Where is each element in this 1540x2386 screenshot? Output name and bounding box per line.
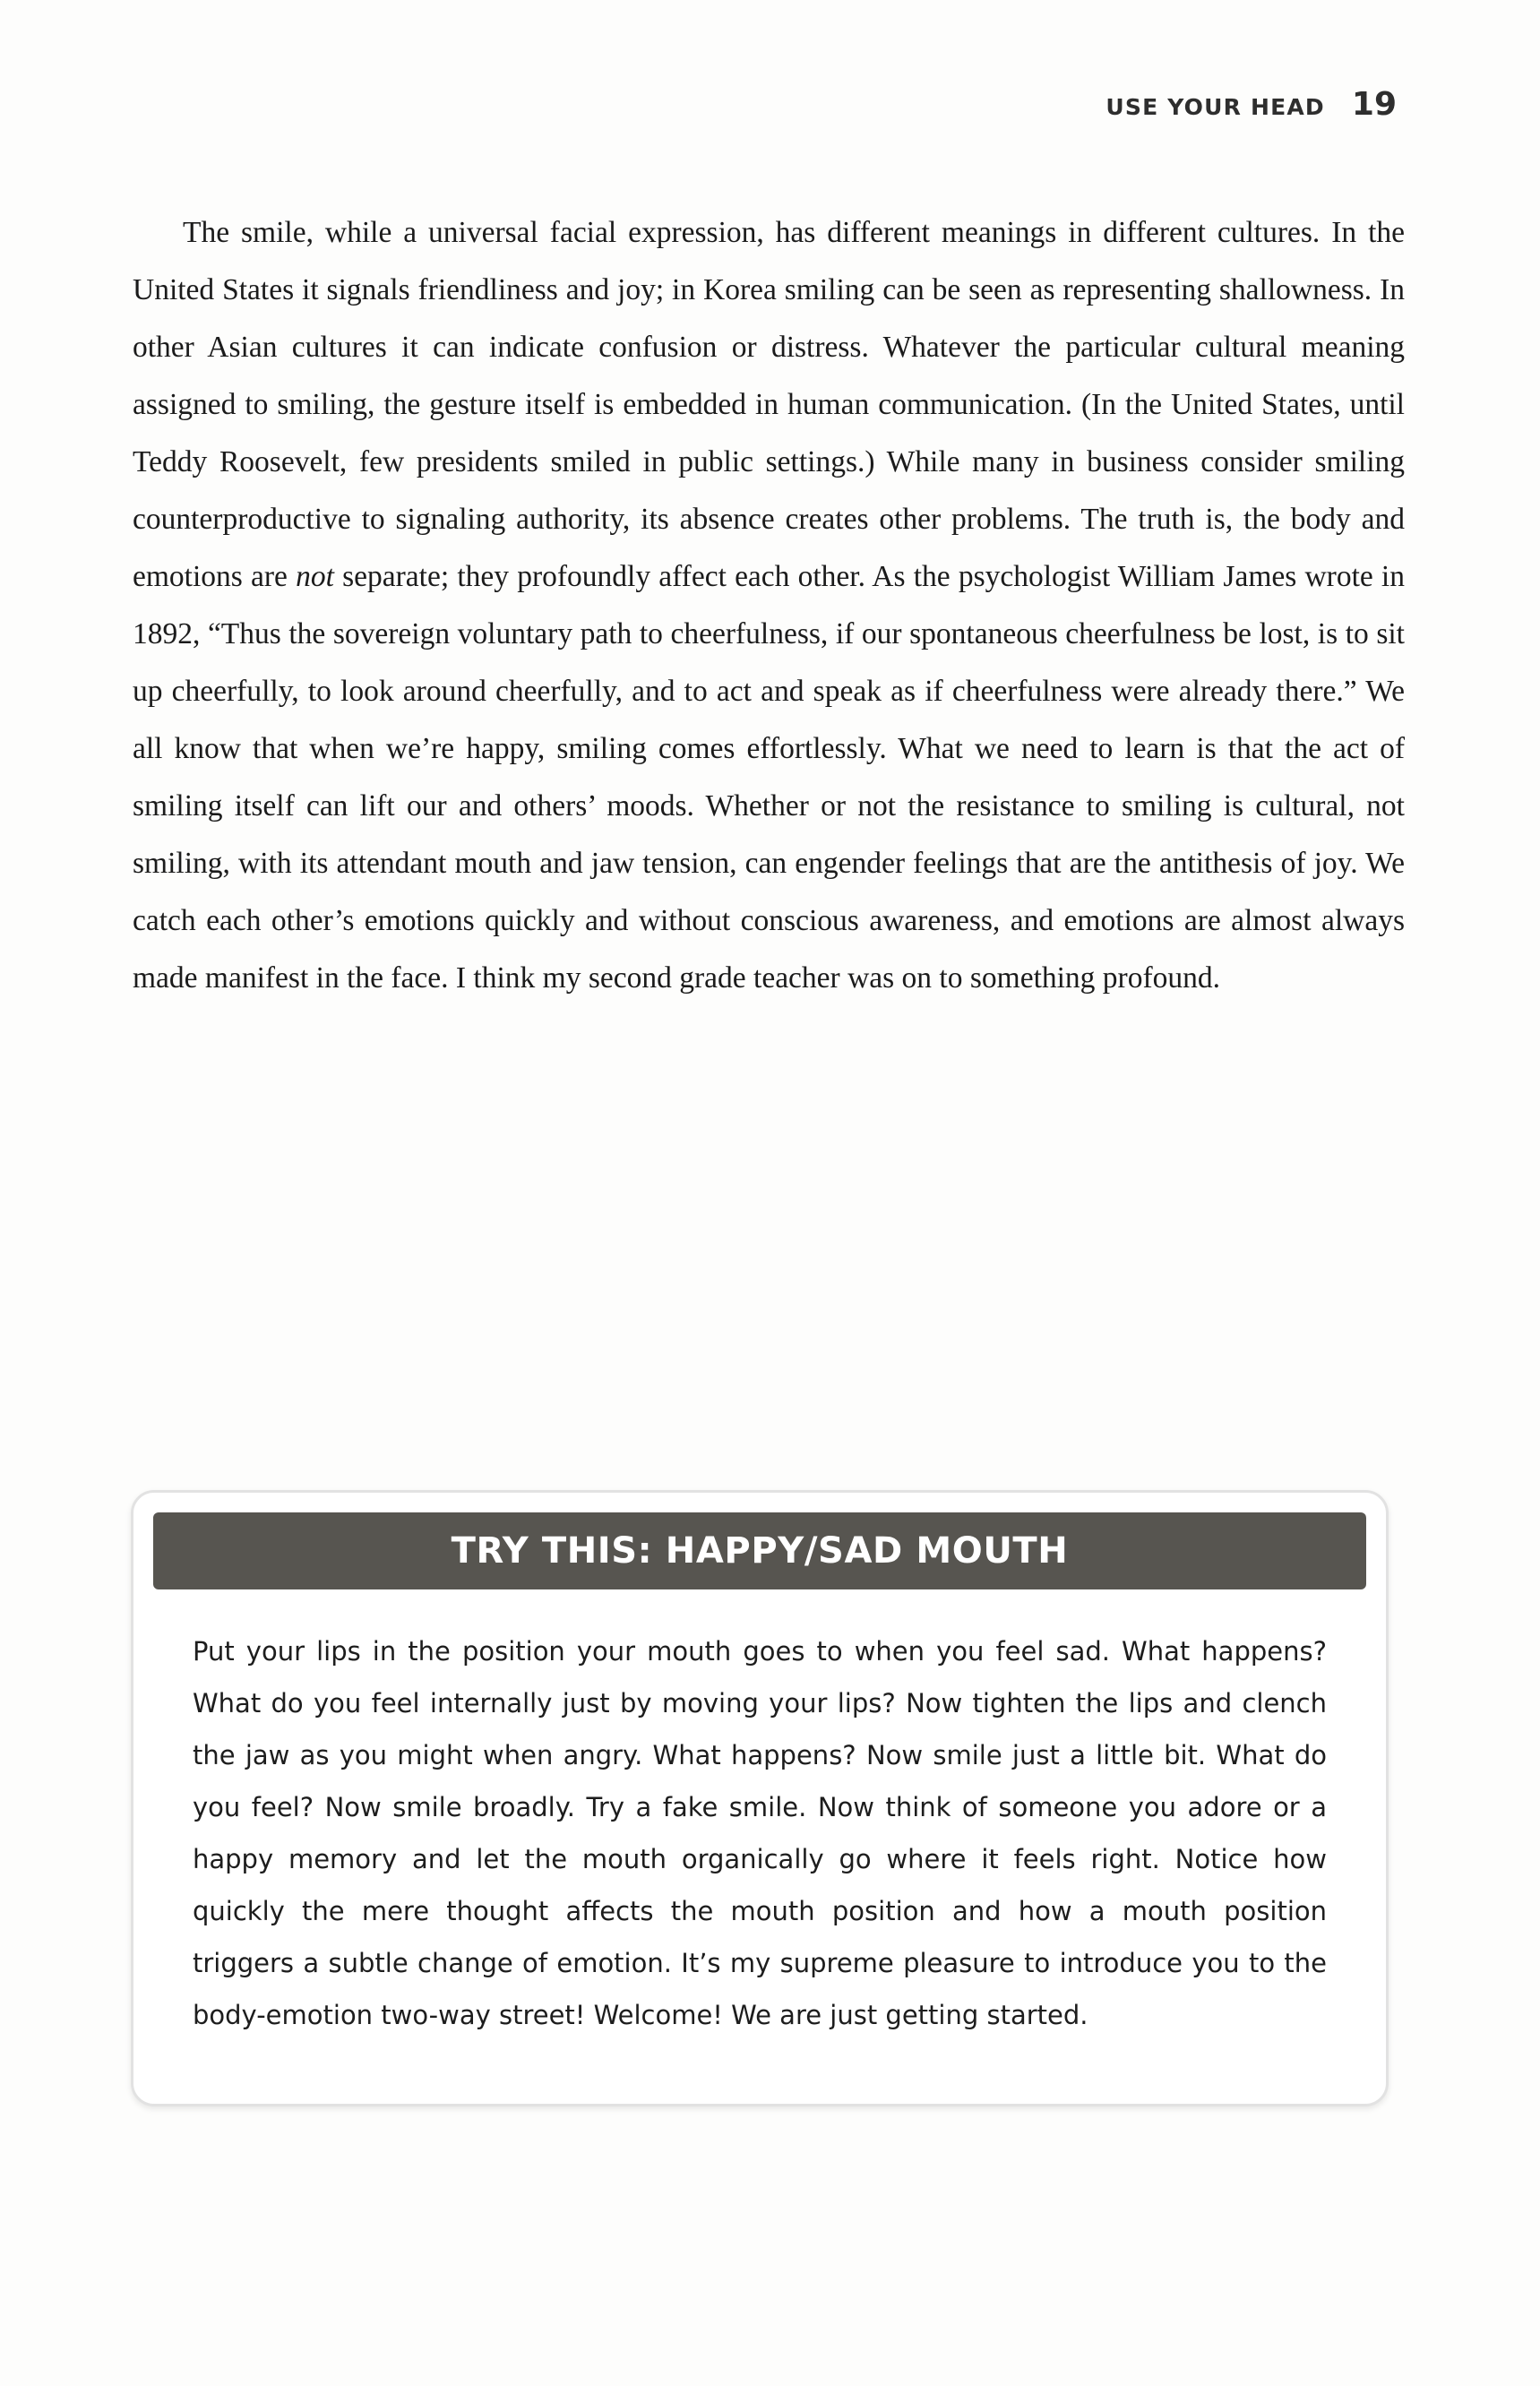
paragraph-segment-2: separate; they profoundly affect each other. As the psychologist William James wrote in 1892, “Thus the sovereign voluntary path to cheerfulness, if our spontaneous cheerfulness be lost, is to sit up cheerfully, to look around cheerfully, and to act and speak as if cheerfulness were already there.” We all know that when we’re happy, smiling comes effortlessly. What we need to learn is that the act of smiling itself can lift our and others’ moods. Whether or not the resistance to smiling is cultural, not smiling, with its attendant mouth and jaw tension, can engender feelings that are the antithesis of joy. We catch each other’s emotions quickly and without conscious awareness, and emotions are almost always made manifest in the face. I think my second grade teacher was on to something profound. [133,560,1405,995]
page-number: 19 [1351,86,1397,123]
callout-header-bar [153,1512,1366,1589]
running-header-title: USE YOUR HEAD [1106,94,1325,120]
try-this-callout-box [131,1490,1389,2106]
running-header [1106,86,1397,123]
paragraph-emphasis-not: not [296,560,334,593]
callout-body-text: Put your lips in the position your mouth goes to when you feel sad. What happens? What do you feel internally just by moving your lips? Now tighten the lips and clench the jaw as you might when angry. What happens? Now smile just a little bit. What do you feel? Now smile broadly. Try a fake smile. Now think of someone you adore or a happy memory and let the mouth organically go where it feels right. Notice how quickly the mere thought affects the mouth position and how a mouth position triggers a subtle change of emotion. It’s my supreme pleasure to introduce you to the body-emotion two-way street! Welcome! We are just getting started. [193,1636,1327,2030]
body-paragraph [133,204,1405,1007]
body-text-column [133,204,1405,1007]
callout-title: TRY THIS: HAPPY/SAD MOUTH [451,1530,1069,1572]
paragraph-segment-1: The smile, while a universal facial expression, has different meanings in different cultures. In the United States it signals friendliness and joy; in Korea smiling can be seen as representing shallowness. In other Asian cultures it can indicate confusion or distress. Whatever the particular cultural meaning assigned to smiling, the gesture itself is embedded in human communication. (In the United States, until Teddy Roosevelt, few presidents smiled in public settings.) While many in business consider smiling counterproductive to signaling authority, its absence creates other problems. The truth is, the body and emotions are [133,216,1405,593]
